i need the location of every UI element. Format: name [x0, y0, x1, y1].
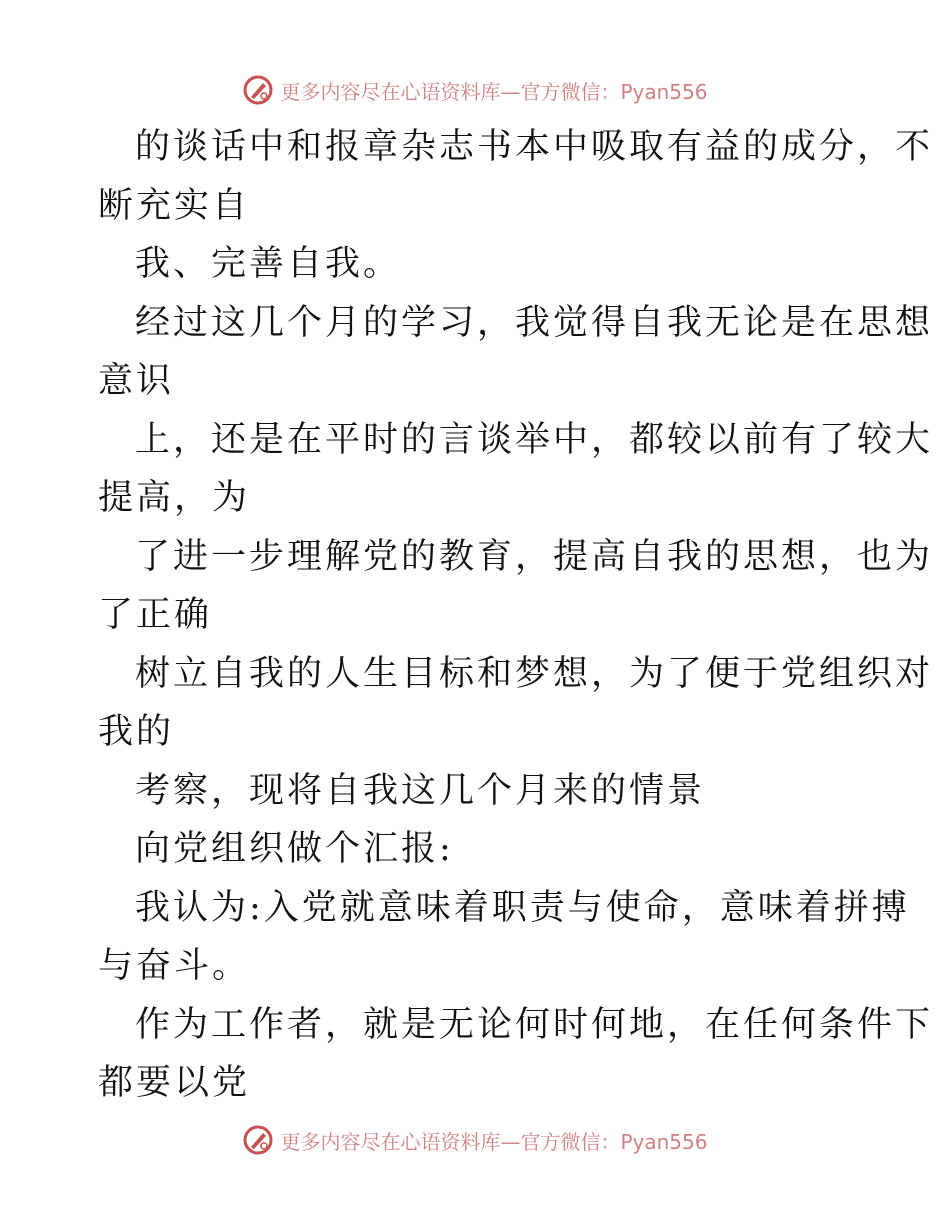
- document-body: [98, 118, 934, 1113]
- banner-right-text: 官方微信：Pyan556: [520, 1129, 708, 1154]
- banner-separator: —: [500, 79, 521, 104]
- text-line: 考察，现将自我这几个月来的情景: [135, 770, 706, 811]
- banner-separator: —: [500, 1129, 521, 1154]
- text-line: 作为工作者，就是无论何时何地，在任何条件下: [135, 1004, 934, 1045]
- pen-circle-logo-icon: [242, 74, 274, 106]
- text-line: 经过这几个月的学习，我觉得自我无论是在思想: [135, 302, 934, 343]
- text-line: 意识: [98, 361, 175, 401]
- text-line: 提高，为: [98, 478, 251, 518]
- footer-banner: [0, 1120, 950, 1160]
- banner-left-text: 更多内容尽在心语资料库: [280, 1129, 501, 1154]
- text-line: 了进一步理解党的教育，提高自我的思想，也为: [135, 536, 934, 577]
- text-line: 的谈话中和报章杂志书本中吸取有益的成分，不: [135, 127, 934, 167]
- banner-left-text: 更多内容尽在心语资料库: [280, 79, 501, 104]
- banner-text: [280, 76, 707, 105]
- banner-right-text: 官方微信：Pyan556: [520, 79, 708, 104]
- pen-circle-logo-icon: [242, 1124, 274, 1156]
- text-line: 断充实自: [98, 185, 251, 226]
- banner-text: [280, 1126, 707, 1155]
- text-line: 我的: [98, 712, 175, 752]
- text-line: 了正确: [98, 595, 213, 635]
- text-line: 上，还是在平时的言谈举中，都较以前有了较大: [135, 419, 934, 460]
- text-line: 都要以党: [98, 1063, 251, 1103]
- text-line: 我、完善自我。: [135, 244, 402, 284]
- header-banner: [0, 70, 950, 110]
- text-line: 向党组织做个汇报:: [135, 829, 454, 869]
- text-line: 树立自我的人生目标和梦想，为了便于党组织对: [135, 653, 934, 694]
- text-line: 我认为:入党就意味着职责与使命，意味着拼搏: [135, 887, 910, 928]
- text-line: 与奋斗。: [98, 946, 251, 986]
